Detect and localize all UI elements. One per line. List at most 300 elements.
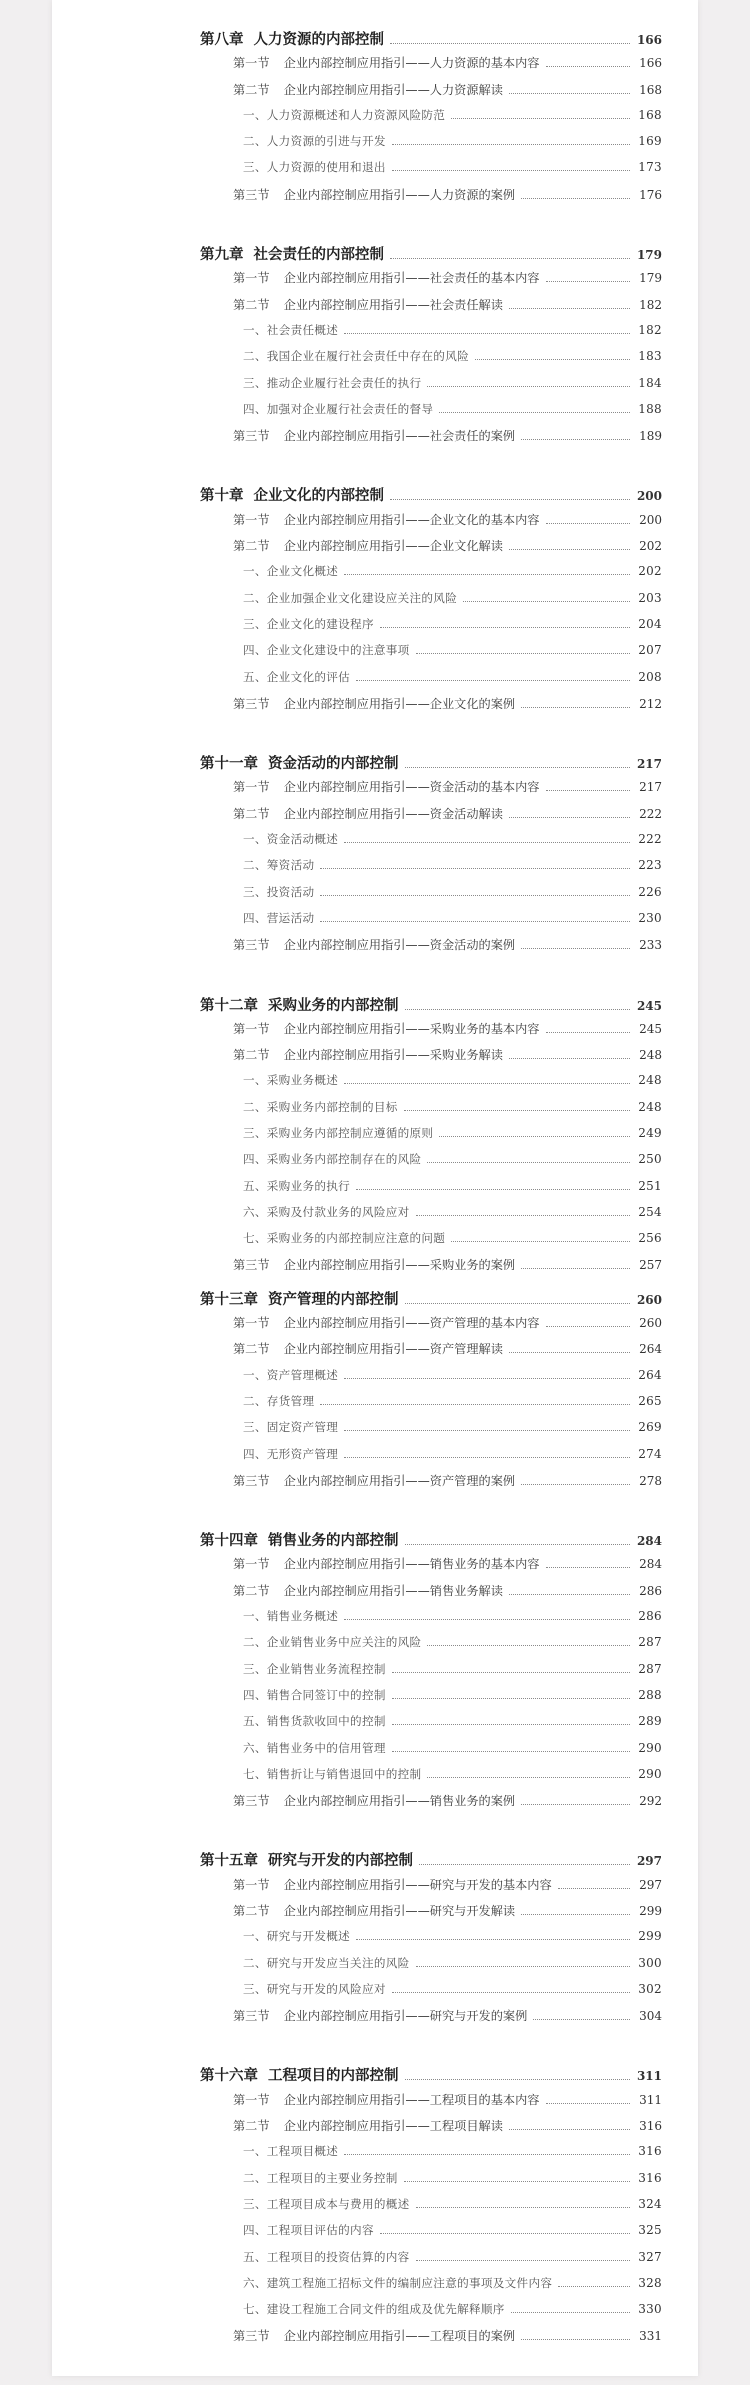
- subsection-entry[interactable]: [200, 2143, 662, 2169]
- subsection-entry[interactable]: [200, 2249, 662, 2275]
- entry-title: 企业内部控制应用指引——资产管理的基本内容: [283, 1316, 540, 1331]
- chapter-title: 企业文化的内部控制: [253, 488, 384, 505]
- subsection-entry[interactable]: [200, 884, 662, 910]
- subsection-entry[interactable]: [200, 133, 662, 159]
- page-number: 248: [638, 1073, 662, 1088]
- subsection-entry[interactable]: [200, 1099, 662, 1125]
- subsection-entry[interactable]: [200, 831, 662, 857]
- dot-leader: [344, 574, 630, 575]
- page-number: 184: [638, 375, 662, 390]
- section-entry[interactable]: [200, 1472, 662, 1498]
- section-entry[interactable]: [200, 54, 662, 80]
- dot-leader: [356, 1939, 630, 1940]
- entry-title: 一、资金活动概述: [243, 832, 339, 847]
- section-number: 第三节: [233, 2009, 270, 2024]
- dot-leader: [392, 170, 630, 171]
- entry-label: [233, 1340, 503, 1357]
- entry-label: [243, 1981, 386, 1997]
- page-number: 316: [639, 2119, 662, 2134]
- entry-title: 企业内部控制应用指引——资金活动的案例: [283, 938, 516, 953]
- entry-title: 企业内部控制应用指引——采购业务的基本内容: [283, 1021, 540, 1036]
- toc-chapter: [200, 1529, 662, 1818]
- page-number: 248: [639, 1048, 662, 1063]
- chapter-heading[interactable]: [200, 28, 662, 54]
- entry-title: 企业内部控制应用指引——工程项目解读: [283, 2119, 503, 2134]
- chapter-heading[interactable]: [200, 484, 662, 510]
- entry-title: 企业内部控制应用指引——采购业务的案例: [283, 1258, 516, 1273]
- entry-title: 一、社会责任概述: [243, 322, 339, 337]
- entry-label: [243, 1608, 338, 1624]
- dot-leader: [416, 2260, 630, 2261]
- section-entry[interactable]: [200, 269, 662, 295]
- subsection-entry[interactable]: [200, 1661, 662, 1687]
- chapter-heading[interactable]: [200, 1288, 662, 1314]
- subsection-entry[interactable]: [200, 1740, 662, 1766]
- subsection-entry[interactable]: [200, 642, 662, 668]
- entry-label: [243, 590, 457, 606]
- entry-label: [243, 1419, 338, 1435]
- subsection-entry[interactable]: [200, 2301, 662, 2327]
- chapter-title: 销售业务的内部控制: [268, 1533, 399, 1550]
- chapter-heading[interactable]: [200, 1529, 662, 1555]
- section-number: 第三节: [233, 696, 270, 711]
- page-number: 207: [638, 643, 662, 658]
- section-entry[interactable]: [200, 511, 662, 537]
- dot-leader: [546, 2103, 631, 2104]
- subsection-entry[interactable]: [200, 2170, 662, 2196]
- dot-leader: [416, 1215, 630, 1216]
- dot-leader: [344, 1378, 630, 1379]
- dot-leader: [344, 333, 630, 334]
- toc-chapter: [200, 28, 662, 212]
- section-number: 第二节: [233, 806, 270, 821]
- subsection-entry[interactable]: [200, 910, 662, 936]
- dot-leader: [344, 2154, 630, 2155]
- chapter-heading[interactable]: [200, 994, 662, 1020]
- page-number: 200: [639, 512, 662, 527]
- subsection-entry[interactable]: [200, 107, 662, 133]
- section-entry[interactable]: [200, 1020, 662, 1046]
- entry-title: 四、企业文化建设中的注意事项: [243, 643, 410, 658]
- dot-leader: [546, 1032, 631, 1033]
- entry-label: [243, 1634, 421, 1650]
- section-entry[interactable]: [200, 1314, 662, 1340]
- dot-leader: [380, 627, 630, 628]
- page-number: 274: [638, 1446, 662, 1461]
- dot-leader: [451, 1241, 630, 1242]
- page-number: 208: [638, 669, 662, 684]
- entry-label: [243, 1151, 421, 1167]
- section-entry[interactable]: [200, 778, 662, 804]
- subsection-entry[interactable]: [200, 322, 662, 348]
- section-number: 第三节: [233, 1473, 270, 1488]
- subsection-entry[interactable]: [200, 1178, 662, 1204]
- entry-label: [243, 616, 374, 632]
- subsection-entry[interactable]: [200, 857, 662, 883]
- chapter-title: 资金活动的内部控制: [268, 756, 399, 773]
- section-number: 第二节: [233, 1904, 270, 1918]
- page-number: 264: [638, 1367, 662, 1382]
- page-number: 316: [638, 2170, 662, 2185]
- page-number: 311: [639, 2092, 662, 2107]
- subsection-entry[interactable]: [200, 375, 662, 401]
- chapter-label: [200, 484, 384, 505]
- dot-leader: [463, 601, 630, 602]
- entry-label: [233, 1902, 515, 1919]
- dot-leader: [320, 921, 630, 922]
- subsection-entry[interactable]: [200, 1634, 662, 1660]
- subsection-entry[interactable]: [200, 2196, 662, 2222]
- chapter-number: 第十一章: [200, 756, 258, 773]
- entry-title: 三、人力资源的使用和退出: [243, 160, 386, 175]
- section-entry[interactable]: [200, 2007, 662, 2033]
- page-number: 269: [638, 1420, 662, 1435]
- entry-title: 三、工程项目成本与费用的概述: [243, 2196, 410, 2211]
- dot-leader: [521, 1914, 630, 1915]
- chapter-label: [200, 752, 399, 773]
- entry-title: 四、采购业务内部控制存在的风险: [243, 1152, 422, 1167]
- page-number: 304: [639, 2009, 662, 2024]
- entry-label: [243, 1393, 314, 1409]
- entry-title: 五、采购业务的执行: [243, 1178, 351, 1193]
- section-entry[interactable]: [200, 1902, 662, 1928]
- entry-title: 一、人力资源概述和人力资源风险防范: [243, 107, 446, 122]
- chapter-number: 第十章: [200, 488, 244, 505]
- section-entry[interactable]: [200, 805, 662, 831]
- chapter-number: 第八章: [200, 32, 244, 48]
- page-number: 297: [636, 1854, 662, 1869]
- dot-leader: [320, 1404, 630, 1405]
- subsection-entry[interactable]: [200, 1928, 662, 1954]
- entry-label: [233, 805, 503, 822]
- dot-leader: [390, 43, 630, 44]
- section-number: 第二节: [233, 82, 270, 97]
- entry-title: 企业内部控制应用指引——人力资源解读: [283, 82, 503, 97]
- chapter-label: [200, 1288, 399, 1309]
- page-number: 327: [638, 2249, 662, 2264]
- page-number: 179: [639, 271, 662, 286]
- entry-title: 三、企业文化的建设程序: [243, 616, 374, 631]
- section-number: 第一节: [233, 512, 270, 527]
- entry-title: 四、销售合同签订中的控制: [243, 1687, 386, 1702]
- dot-leader: [392, 1992, 630, 1993]
- subsection-entry[interactable]: [200, 1955, 662, 1981]
- page-number: 325: [638, 2223, 662, 2238]
- subsection-entry[interactable]: [200, 1981, 662, 2007]
- toc-chapter: [200, 243, 662, 453]
- page-number: 286: [638, 1609, 662, 1624]
- dot-leader: [404, 1110, 630, 1111]
- dot-leader: [427, 1162, 630, 1163]
- dot-leader: [546, 1326, 631, 1327]
- page-number: 302: [638, 1981, 662, 1996]
- entry-label: [233, 1472, 515, 1489]
- page-number: 256: [638, 1231, 662, 1246]
- section-number: 第一节: [233, 1316, 270, 1331]
- page-number: 328: [638, 2275, 662, 2290]
- entry-title: 企业内部控制应用指引——销售业务的基本内容: [283, 1557, 540, 1572]
- subsection-entry[interactable]: [200, 1125, 662, 1151]
- subsection-entry[interactable]: [200, 159, 662, 185]
- entry-label: [233, 511, 540, 528]
- chapter-heading[interactable]: [200, 2064, 662, 2090]
- entry-label: [233, 936, 515, 953]
- dot-leader: [475, 359, 630, 360]
- section-entry[interactable]: [200, 296, 662, 322]
- entry-title: 二、存货管理: [243, 1393, 315, 1408]
- subsection-entry[interactable]: [200, 1766, 662, 1792]
- chapter-title: 工程项目的内部控制: [268, 2068, 399, 2085]
- page-number: 316: [638, 2144, 662, 2159]
- entry-title: 四、工程项目评估的内容: [243, 2223, 374, 2238]
- page-number: 233: [639, 938, 662, 953]
- entry-label: [243, 1099, 398, 1115]
- entry-title: 七、建设工程施工合同文件的组成及优先解释顺序: [243, 2302, 505, 2317]
- page-number: 299: [639, 1904, 662, 1918]
- entry-label: [233, 427, 515, 444]
- entry-title: 企业内部控制应用指引——社会责任的基本内容: [283, 271, 540, 286]
- subsection-entry[interactable]: [200, 1713, 662, 1739]
- subsection-entry[interactable]: [200, 1419, 662, 1445]
- entry-title: 三、研究与开发的风险应对: [243, 1981, 386, 1996]
- entry-label: [243, 831, 338, 847]
- subsection-entry[interactable]: [200, 348, 662, 374]
- page-number: 284: [639, 1557, 662, 1572]
- dot-leader: [558, 1888, 630, 1889]
- entry-title: 企业内部控制应用指引——人力资源的基本内容: [283, 56, 540, 71]
- section-number: 第二节: [233, 539, 270, 554]
- subsection-entry[interactable]: [200, 1446, 662, 1472]
- section-entry[interactable]: [200, 2327, 662, 2353]
- dot-leader: [320, 895, 630, 896]
- dot-leader: [320, 868, 630, 869]
- entry-title: 一、销售业务概述: [243, 1609, 339, 1624]
- section-entry[interactable]: [200, 1876, 662, 1902]
- entry-label: [243, 1766, 421, 1782]
- page-number: 230: [638, 910, 662, 925]
- section-entry[interactable]: [200, 2117, 662, 2143]
- entry-title: 三、推动企业履行社会责任的执行: [243, 375, 422, 390]
- entry-title: 二、采购业务内部控制的目标: [243, 1099, 398, 1114]
- section-entry[interactable]: [200, 2091, 662, 2117]
- section-entry[interactable]: [200, 1046, 662, 1072]
- chapter-heading[interactable]: [200, 243, 662, 269]
- section-entry[interactable]: [200, 936, 662, 962]
- page-number: 173: [638, 160, 662, 175]
- section-number: 第一节: [233, 271, 270, 286]
- entry-title: 七、采购业务的内部控制应注意的问题: [243, 1231, 446, 1246]
- dot-leader: [405, 1544, 631, 1545]
- section-entry[interactable]: [200, 1256, 662, 1282]
- entry-title: 六、建筑工程施工招标文件的编制应注意的事项及文件内容: [243, 2275, 553, 2290]
- subsection-entry[interactable]: [200, 616, 662, 642]
- entry-label: [233, 296, 503, 313]
- entry-label: [233, 695, 515, 712]
- chapter-number: 第十五章: [200, 1853, 258, 1870]
- entry-label: [243, 1204, 410, 1220]
- page-number: 204: [638, 616, 662, 631]
- entry-label: [243, 1178, 350, 1194]
- page-number: 202: [638, 564, 662, 579]
- dot-leader: [405, 1009, 631, 1010]
- dot-leader: [521, 198, 630, 199]
- entry-title: 企业内部控制应用指引——研究与开发解读: [283, 1904, 516, 1918]
- entry-title: 三、采购业务内部控制应遵循的原则: [243, 1125, 434, 1140]
- page-number: 176: [639, 187, 662, 202]
- entry-label: [243, 133, 386, 149]
- entry-title: 二、企业销售业务中应关注的风险: [243, 1635, 422, 1650]
- dot-leader: [509, 2129, 630, 2130]
- subsection-entry[interactable]: [200, 1393, 662, 1419]
- toc-chapter: [200, 1288, 662, 1498]
- dot-leader: [509, 817, 630, 818]
- dot-leader: [509, 1352, 630, 1353]
- page-number: 286: [639, 1583, 662, 1598]
- entry-label: [233, 2117, 503, 2134]
- page-number: 168: [639, 82, 662, 97]
- chapter-title: 社会责任的内部控制: [253, 247, 384, 264]
- dot-leader: [405, 1303, 631, 1304]
- dot-leader: [419, 1864, 630, 1865]
- subsection-entry[interactable]: [200, 1608, 662, 1634]
- chapter-label: [200, 1849, 413, 1870]
- entry-title: 六、销售业务中的信用管理: [243, 1740, 386, 1755]
- document-page: [52, 0, 698, 2376]
- entry-label: [233, 186, 515, 203]
- toc-chapter: [200, 2064, 662, 2353]
- dot-leader: [356, 1189, 630, 1190]
- subsection-entry[interactable]: [200, 401, 662, 427]
- section-entry[interactable]: [200, 81, 662, 107]
- subsection-entry[interactable]: [200, 1230, 662, 1256]
- page-number: 222: [639, 806, 662, 821]
- section-number: 第三节: [233, 938, 270, 953]
- dot-leader: [380, 2233, 630, 2234]
- page-number: 248: [638, 1099, 662, 1114]
- page-number: 287: [638, 1635, 662, 1650]
- entry-title: 三、企业销售业务流程控制: [243, 1661, 386, 1676]
- page-number: 202: [639, 539, 662, 554]
- page-number: 189: [639, 429, 662, 444]
- section-entry[interactable]: [200, 537, 662, 563]
- entry-label: [243, 563, 338, 579]
- page-number: 290: [638, 1740, 662, 1755]
- dot-leader: [390, 258, 630, 259]
- dot-leader: [405, 2079, 631, 2080]
- section-entry[interactable]: [200, 1555, 662, 1581]
- entry-title: 一、采购业务概述: [243, 1073, 339, 1088]
- page-number: 168: [638, 107, 662, 122]
- subsection-entry[interactable]: [200, 2222, 662, 2248]
- toc-chapter: [200, 1849, 662, 2033]
- page-number: 226: [638, 884, 662, 899]
- section-entry[interactable]: [200, 186, 662, 212]
- entry-title: 企业内部控制应用指引——社会责任的案例: [283, 429, 516, 444]
- subsection-entry[interactable]: [200, 1072, 662, 1098]
- entry-label: [243, 348, 469, 364]
- section-entry[interactable]: [200, 1582, 662, 1608]
- entry-label: [243, 1661, 386, 1677]
- entry-title: 企业内部控制应用指引——资产管理解读: [283, 1342, 503, 1357]
- page-number: 212: [639, 696, 662, 711]
- dot-leader: [344, 1083, 630, 1084]
- page-number: 188: [638, 401, 662, 416]
- entry-label: [243, 642, 410, 658]
- entry-label: [243, 107, 445, 123]
- subsection-entry[interactable]: [200, 669, 662, 695]
- subsection-entry[interactable]: [200, 1204, 662, 1230]
- section-entry[interactable]: [200, 1340, 662, 1366]
- entry-label: [233, 2007, 527, 2024]
- entry-title: 企业内部控制应用指引——企业文化解读: [283, 539, 503, 554]
- page-number: 203: [638, 590, 662, 605]
- section-entry[interactable]: [200, 1792, 662, 1818]
- subsection-entry[interactable]: [200, 2275, 662, 2301]
- dot-leader: [546, 66, 631, 67]
- page-number: 200: [636, 489, 662, 504]
- section-number: 第三节: [233, 187, 270, 202]
- entry-label: [233, 778, 540, 795]
- subsection-entry[interactable]: [200, 1151, 662, 1177]
- entry-title: 二、工程项目的主要业务控制: [243, 2170, 398, 2185]
- page-number: 330: [638, 2302, 662, 2317]
- dot-leader: [451, 118, 630, 119]
- entry-title: 七、销售折让与销售退回中的控制: [243, 1766, 422, 1781]
- dot-leader: [392, 144, 630, 145]
- entry-label: [243, 159, 386, 175]
- page-number: 249: [638, 1125, 662, 1140]
- chapter-number: 第十六章: [200, 2068, 258, 2085]
- entry-title: 企业内部控制应用指引——销售业务的案例: [283, 1794, 516, 1809]
- dot-leader: [509, 1594, 630, 1595]
- chapter-label: [200, 28, 384, 49]
- entry-title: 一、企业文化概述: [243, 564, 339, 579]
- entry-label: [243, 1687, 386, 1703]
- entry-label: [243, 2275, 552, 2291]
- entry-title: 二、研究与开发应当关注的风险: [243, 1955, 410, 1970]
- dot-leader: [416, 653, 630, 654]
- dot-leader: [416, 2207, 630, 2208]
- page-number: 299: [638, 1929, 662, 1944]
- page-number: 222: [638, 832, 662, 847]
- entry-title: 企业内部控制应用指引——研究与开发的基本内容: [283, 1877, 552, 1892]
- dot-leader: [427, 1645, 630, 1646]
- page-number: 166: [636, 33, 662, 47]
- subsection-entry[interactable]: [200, 1367, 662, 1393]
- entry-label: [233, 1792, 515, 1809]
- section-entry[interactable]: [200, 695, 662, 721]
- section-entry[interactable]: [200, 427, 662, 453]
- entry-title: 企业内部控制应用指引——资金活动解读: [283, 806, 503, 821]
- entry-title: 企业内部控制应用指引——资产管理的案例: [283, 1473, 516, 1488]
- page-number: 260: [636, 1292, 662, 1307]
- chapter-label: [200, 243, 384, 264]
- dot-leader: [509, 308, 630, 309]
- subsection-entry[interactable]: [200, 1687, 662, 1713]
- entry-title: 一、研究与开发概述: [243, 1929, 351, 1944]
- entry-title: 三、投资活动: [243, 884, 315, 899]
- entry-label: [233, 269, 540, 286]
- dot-leader: [521, 707, 630, 708]
- chapter-heading[interactable]: [200, 752, 662, 778]
- dot-leader: [392, 1724, 630, 1725]
- subsection-entry[interactable]: [200, 563, 662, 589]
- page-number: 331: [639, 2329, 662, 2344]
- chapter-heading[interactable]: [200, 1849, 662, 1875]
- subsection-entry[interactable]: [200, 590, 662, 616]
- dot-leader: [390, 499, 630, 500]
- entry-label: [233, 1020, 540, 1037]
